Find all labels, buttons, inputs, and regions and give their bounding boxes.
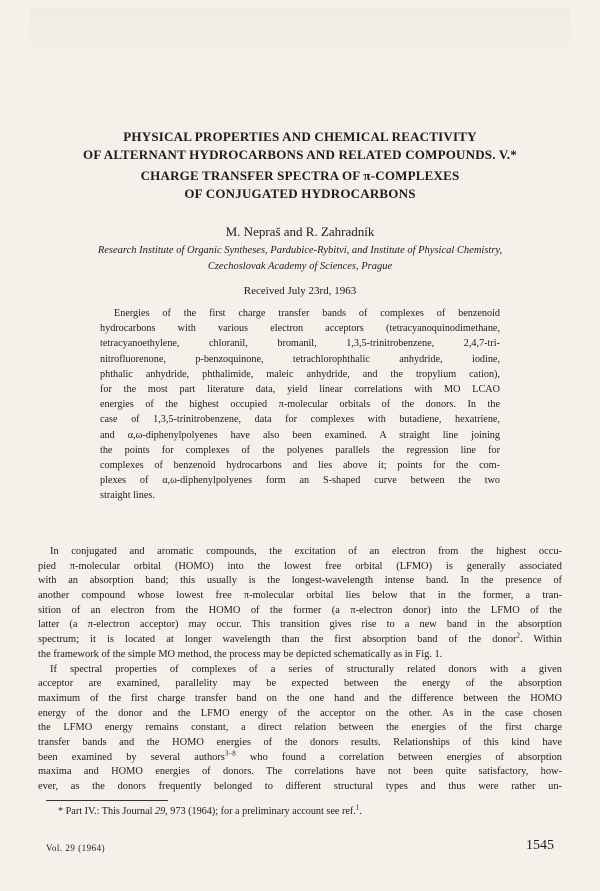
body-line [38,633,562,648]
abstract-line: nitrofluorenone, p-benzoquinone, tetrachlorophthalic anhydride, iodine, [100,353,500,365]
body-line-text: . Within [520,634,562,646]
footnote [58,803,362,817]
body-line: sition of an electron from the HOMO of the former (a π-electron donor) into the LFMO of the [38,604,562,616]
body-line: pied π-molecular orbital (HOMO) into the lowest free orbital (LFMO) is generally associated [38,560,562,572]
abstract-line: tetracyanoethylene, chloranil, bromanil, 1,3,5-trinitrobenzene, 2,4,7-tri- [100,338,500,350]
title-line-4: OF CONJUGATED HYDROCARBONS [184,186,416,201]
body-line: maxima and HOMO energies of donors. The correlations have not been quite satisfactory, how- [38,766,562,778]
body-line: another compound whose lowest free π-molecular orbital lies below that in the former, a tran- [38,590,562,602]
page-number: 1545 [526,838,554,853]
footnote-text: , 973 (1964); for a preliminary account see ref. [165,806,356,817]
abstract-line: the points for complexes of the polyenes parallels the regression line for [100,444,500,456]
body-line: energy of the donor and the LFMO energy of the acceptor on the other. As in the case chosen [38,707,562,719]
body-line-text: spectrum; it is located at longer wavelength than the first absorption band of the donor [38,634,517,646]
title-line-3: CHARGE TRANSFER SPECTRA OF π-COMPLEXES [140,168,460,183]
body-line: with an absorption band; this usually is the longest-wavelength intense band. In the presence of [38,575,562,587]
footnote-text: * Part IV.: This Journal [58,806,155,817]
body-line-text: been examined by several authors [38,751,225,763]
abstract-line: case of 1,3,5-trinitrobenzene, data for complexes with butadiene, hexatriene, [100,414,500,426]
body-line: the LFMO energy remains constant, a direct relation between the energies of the first charge [38,722,562,734]
reference-superscript: 3−8 [224,749,236,758]
author-names: M. Nepraš and R. Zahradník [225,224,375,239]
body-line-text: who found a correlation between energies of absorption [235,751,562,763]
abstract-line: hydrocarbons with various electron acceptors (tetracyanoquinodimethane, [100,323,500,335]
abstract-line: energies of the highest occupied π-molecular orbitals of the donors. In the [100,399,500,411]
affiliation-line-1: Research Institute of Organic Syntheses, Pardubice-Rybitví, and Institute of Physical Chemistry, [97,245,503,256]
article-title [40,128,560,203]
title-line-2: OF ALTERNANT HYDROCARBONS AND RELATED COMPOUNDS. V.* [83,147,517,162]
abstract-line: for the most part literature data, yield linear correlations with MO LCAO [100,383,500,395]
abstract-line: plexes of α,ω-diphenylpolyenes form an S-shaped curve between the two [100,475,500,487]
top-bleed-shading [30,8,570,68]
affiliation [30,243,570,275]
affiliation-line-2: Czechoslovak Academy of Sciences, Prague [207,261,393,272]
footnote-volume: 29 [154,806,166,817]
body-line: maximum of the first charge transfer band on the one hand and the difference between the HOMO [38,692,562,704]
body-line: acceptor are examined, parallelity may be expected between the energy of the absorption [38,678,562,690]
body-text [38,545,562,795]
abstract-line: straight lines. [100,490,155,502]
footnote-divider [46,800,168,801]
abstract-line: phthalic anhydride, phthalimide, maleic anhydride, and the tropylium cation), [100,368,500,380]
body-line: In conjugated and aromatic compounds, the excitation of an electron from the highest occu- [50,546,562,557]
body-line: transfer bands and the HOMO energies of the donors results. Relationships of this kind have [38,736,562,748]
journal-volume: Vol. 29 (1964) [46,843,106,853]
abstract-line: Energies of the first charge transfer bands of complexes of benzenoid [114,308,500,319]
title-line-1: PHYSICAL PROPERTIES AND CHEMICAL REACTIVITY [123,129,477,144]
reference-superscript: 2 [516,631,520,640]
body-line: latter (a π-electron acceptor) may occur. This transition gives rise to a new band in the absorption [38,619,562,631]
body-line: ever, as the donors frequently belonged to different structural types and thus were rather un- [38,781,562,792]
body-line: the framework of the simple MO method, the process may be depicted schematically as in Fig. 1. [38,648,443,660]
received-date: Received July 23rd, 1963 [243,285,357,297]
footnote-text: . [359,806,362,817]
reference-superscript: 1 [355,803,360,812]
abstract [100,306,500,503]
abstract-line: complexes of benzenoid hydrocarbons and lies above it; points for the com- [100,459,500,471]
abstract-line: and α,ω-diphenylpolyenes have also been examined. A straight line joining [100,429,500,441]
body-line: If spectral properties of complexes of a series of structurally related donors with a given [50,663,562,675]
body-line [38,751,562,766]
